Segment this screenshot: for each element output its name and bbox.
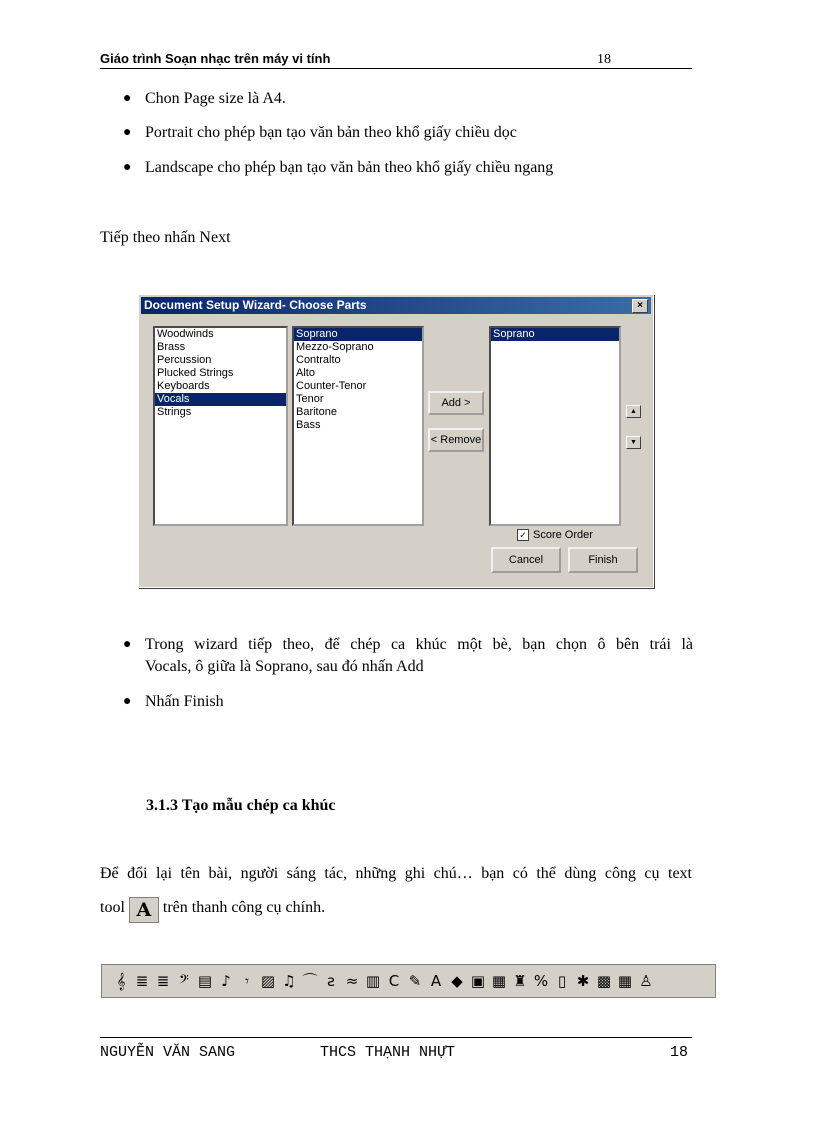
shape-icon[interactable]: ◆ xyxy=(451,972,463,990)
percent-icon[interactable]: % xyxy=(533,972,549,990)
repeat-icon[interactable]: ▥ xyxy=(365,972,381,990)
frame-icon[interactable]: ▣ xyxy=(470,972,486,990)
bullet-icon: ● xyxy=(123,694,132,709)
chord-icon[interactable]: C xyxy=(388,972,400,990)
score-order-label: Score Order xyxy=(533,529,593,541)
bullet-item: ● Chon Page size là A4. xyxy=(123,88,683,110)
slur-icon[interactable]: ⌒ xyxy=(302,972,318,990)
list-item[interactable]: Alto xyxy=(296,367,315,379)
staff2-icon[interactable]: ≣ xyxy=(156,972,170,990)
graphics-icon[interactable]: ♜ xyxy=(513,972,527,990)
list-item[interactable]: Bass xyxy=(296,419,321,431)
note-icon[interactable]: ♪ xyxy=(221,972,231,990)
footer-rule xyxy=(100,1037,692,1038)
list-item[interactable]: Brass xyxy=(157,341,186,353)
bullet-icon: ● xyxy=(123,91,132,106)
bullet-icon: ● xyxy=(123,637,132,652)
paragraph-line: Để đổi lại tên bài, người sáng tác, những ghi chú… bạn có thể dùng công cụ text xyxy=(100,865,692,882)
document-setup-wizard-dialog xyxy=(138,294,654,588)
toolbar-buttons xyxy=(112,970,655,994)
checkbox-icon[interactable]: ✓ xyxy=(517,529,529,541)
bullet-item: ● Portrait cho phép bạn tạo văn bản theo khổ giấy chiều dọc xyxy=(123,122,683,144)
bullet-item: ● Nhấn Finish xyxy=(123,691,683,713)
list-item[interactable]: Percussion xyxy=(157,354,212,366)
treble-staff-icon[interactable]: 𝄞 xyxy=(116,972,126,990)
list-item[interactable]: Baritone xyxy=(296,406,337,418)
mass-edit-icon[interactable]: ▩ xyxy=(596,972,612,990)
dialog-titlebar xyxy=(141,297,651,314)
instrument-family-list[interactable] xyxy=(153,326,288,526)
special-icon[interactable]: ▦ xyxy=(491,972,507,990)
bullet-icon: ● xyxy=(123,125,132,140)
bass-clef-icon[interactable]: 𝄢 xyxy=(179,972,189,990)
list-item[interactable]: Contralto xyxy=(296,354,341,366)
page-icon[interactable]: ▯ xyxy=(557,972,567,990)
list-item[interactable]: Counter-Tenor xyxy=(296,380,367,392)
running-header-title: Giáo trình Soạn nhạc trên máy vi tính xyxy=(100,51,331,66)
footer-page: 18 xyxy=(670,1044,689,1061)
rest-icon[interactable]: 𝄾 xyxy=(245,972,249,990)
tuplet-icon[interactable]: ▨ xyxy=(260,972,276,990)
text-tool-icon: A xyxy=(129,897,159,923)
staff-icon[interactable]: ≣ xyxy=(135,972,149,990)
list-item-selected[interactable]: Vocals xyxy=(155,393,286,406)
lyrics-icon[interactable]: ✎ xyxy=(408,972,422,990)
grid-icon[interactable]: ▦ xyxy=(617,972,633,990)
section-heading: 3.1.3 Tạo mẫu chép ca khúc xyxy=(146,797,336,814)
move-up-icon[interactable]: ▲ xyxy=(626,405,641,418)
add-button[interactable]: Add > xyxy=(428,391,484,415)
paragraph-line: tool A trên thanh công cụ chính. xyxy=(100,899,326,921)
running-header-page-number: 18 xyxy=(597,52,611,67)
metronome-icon[interactable]: ♙ xyxy=(639,972,653,990)
finish-button[interactable]: Finish xyxy=(568,547,638,573)
header-rule xyxy=(100,68,692,69)
list-item[interactable]: Keyboards xyxy=(157,380,210,392)
bullet-item: ● Landscape cho phép bạn tạo văn bản theo khổ giấy chiều ngang xyxy=(123,157,683,179)
voice-list[interactable] xyxy=(292,326,424,526)
list-item-selected[interactable]: Soprano xyxy=(491,328,619,341)
bullet-icon: ● xyxy=(123,160,132,175)
bullet-item: ● Trong wizard tiếp theo, để chép ca khúc một bè, bạn chọn ô bên trái là Vocals, ô giữa là Soprano, sau đó nhấn Add xyxy=(123,636,693,675)
main-toolbar xyxy=(101,964,716,998)
measure-icon[interactable]: ▤ xyxy=(197,972,213,990)
list-item[interactable]: Strings xyxy=(157,406,192,418)
list-item-selected[interactable]: Soprano xyxy=(294,328,422,341)
expression-icon[interactable]: ƨ xyxy=(327,972,335,990)
list-item[interactable]: Plucked Strings xyxy=(157,367,234,379)
dialog-title: Document Setup Wizard- Choose Parts xyxy=(144,298,367,312)
footer-author: NGUYỄN VĂN SANG xyxy=(100,1044,236,1061)
next-instruction: Tiếp theo nhấn Next xyxy=(100,229,231,246)
articulation-icon[interactable]: ≈ xyxy=(345,972,359,990)
list-item[interactable]: Woodwinds xyxy=(157,328,214,340)
close-icon[interactable]: × xyxy=(632,299,648,313)
list-item[interactable]: Mezzo-Soprano xyxy=(296,341,374,353)
footer-school: THCS THẠNH NHỰT xyxy=(320,1044,456,1061)
score-order-checkbox[interactable] xyxy=(517,529,593,541)
selected-parts-list[interactable] xyxy=(489,326,621,526)
mirror-icon[interactable]: ✱ xyxy=(576,972,590,990)
remove-button[interactable]: < Remove xyxy=(428,428,484,452)
move-down-icon[interactable]: ▼ xyxy=(626,436,641,449)
beam-icon[interactable]: ♫ xyxy=(282,972,296,990)
text-icon[interactable]: A xyxy=(430,972,442,990)
list-item[interactable]: Tenor xyxy=(296,393,324,405)
cancel-button[interactable]: Cancel xyxy=(491,547,561,573)
